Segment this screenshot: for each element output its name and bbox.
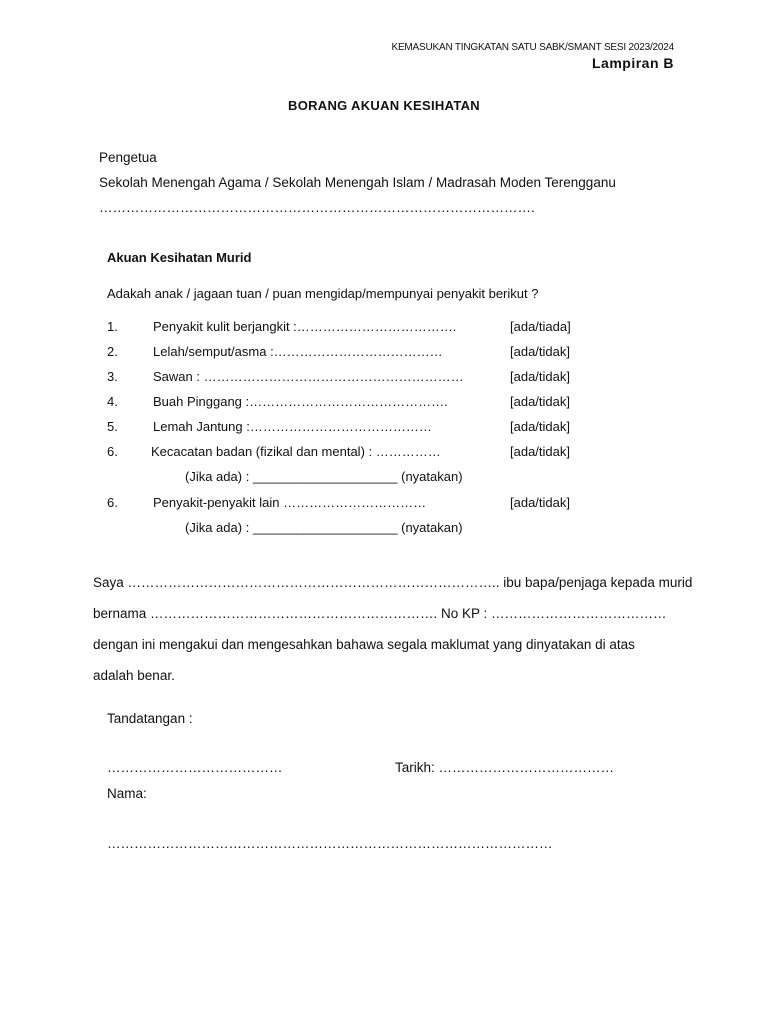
item-number: 5. [107,419,118,434]
addressee-school: Sekolah Menengah Agama / Sekolah Menengah Islam / Madrasah Moden Terengganu [99,175,616,190]
item-label: Lemah Jantung :…………………………………… [153,419,432,434]
date-field: Tarikh: ………………………………… [395,760,615,775]
item-number: 2. [107,344,118,359]
name-blank: ……………………………………………………………………………………… [107,836,553,851]
item-answer: [ada/tidak] [510,444,570,459]
item-answer: [ada/tidak] [510,344,570,359]
intake-header: KEMASUKAN TINGKATAN SATU SABK/SMANT SESI 2023/2024 [391,42,674,53]
item-number: 4. [107,394,118,409]
statement-line: dengan ini mengakui dan mengesahkan bahawa segala maklumat yang dinyatakan di atas [93,637,635,652]
item-label: Kecacatan badan (fizikal dan mental) : …………… [151,444,441,459]
appendix-label: Lampiran B [591,55,674,71]
item-label: Sawan : …………………………………………………… [153,369,464,384]
section-title: Akuan Kesihatan Murid [107,250,252,265]
item-number: 6. [107,495,118,510]
statement-line: Saya ……………………………………………………………………….. ibu bapa/penjaga kepada murid [93,575,693,590]
item-number: 1. [107,319,118,334]
addressee-blank: ……………………………………………………………………………………. [99,200,535,215]
item-label: Buah Pinggang :………………………………………. [153,394,448,409]
item-label: Penyakit kulit berjangkit :………………………………. [153,319,457,334]
health-question: Adakah anak / jagaan tuan / puan mengidap/mempunyai penyakit berikut ? [107,286,539,301]
item-answer: [ada/tidak] [510,369,570,384]
form-title: BORANG AKUAN KESIHATAN [288,98,480,113]
item-number: 6. [107,444,118,459]
item-answer: [ada/tidak] [510,394,570,409]
signature-blank: ………………………………… [107,760,283,775]
item-answer: [ada/tiada] [510,319,571,334]
specify-line: (Jika ada) : ____________________ (nyatakan) [185,469,463,484]
item-label: Penyakit-penyakit lain …………………………… [153,495,427,510]
name-label: Nama: [107,786,147,801]
specify-line: (Jika ada) : ____________________ (nyatakan) [185,520,463,535]
item-answer: [ada/tidak] [510,419,570,434]
statement-line: adalah benar. [93,668,175,683]
item-answer: [ada/tidak] [510,495,570,510]
addressee-title: Pengetua [99,150,157,165]
item-number: 3. [107,369,118,384]
item-label: Lelah/semput/asma :………………………………… [153,344,443,359]
statement-line: bernama ………………………………………………………. No KP : ………………………………… [93,606,667,621]
signature-label: Tandatangan : [107,711,193,726]
